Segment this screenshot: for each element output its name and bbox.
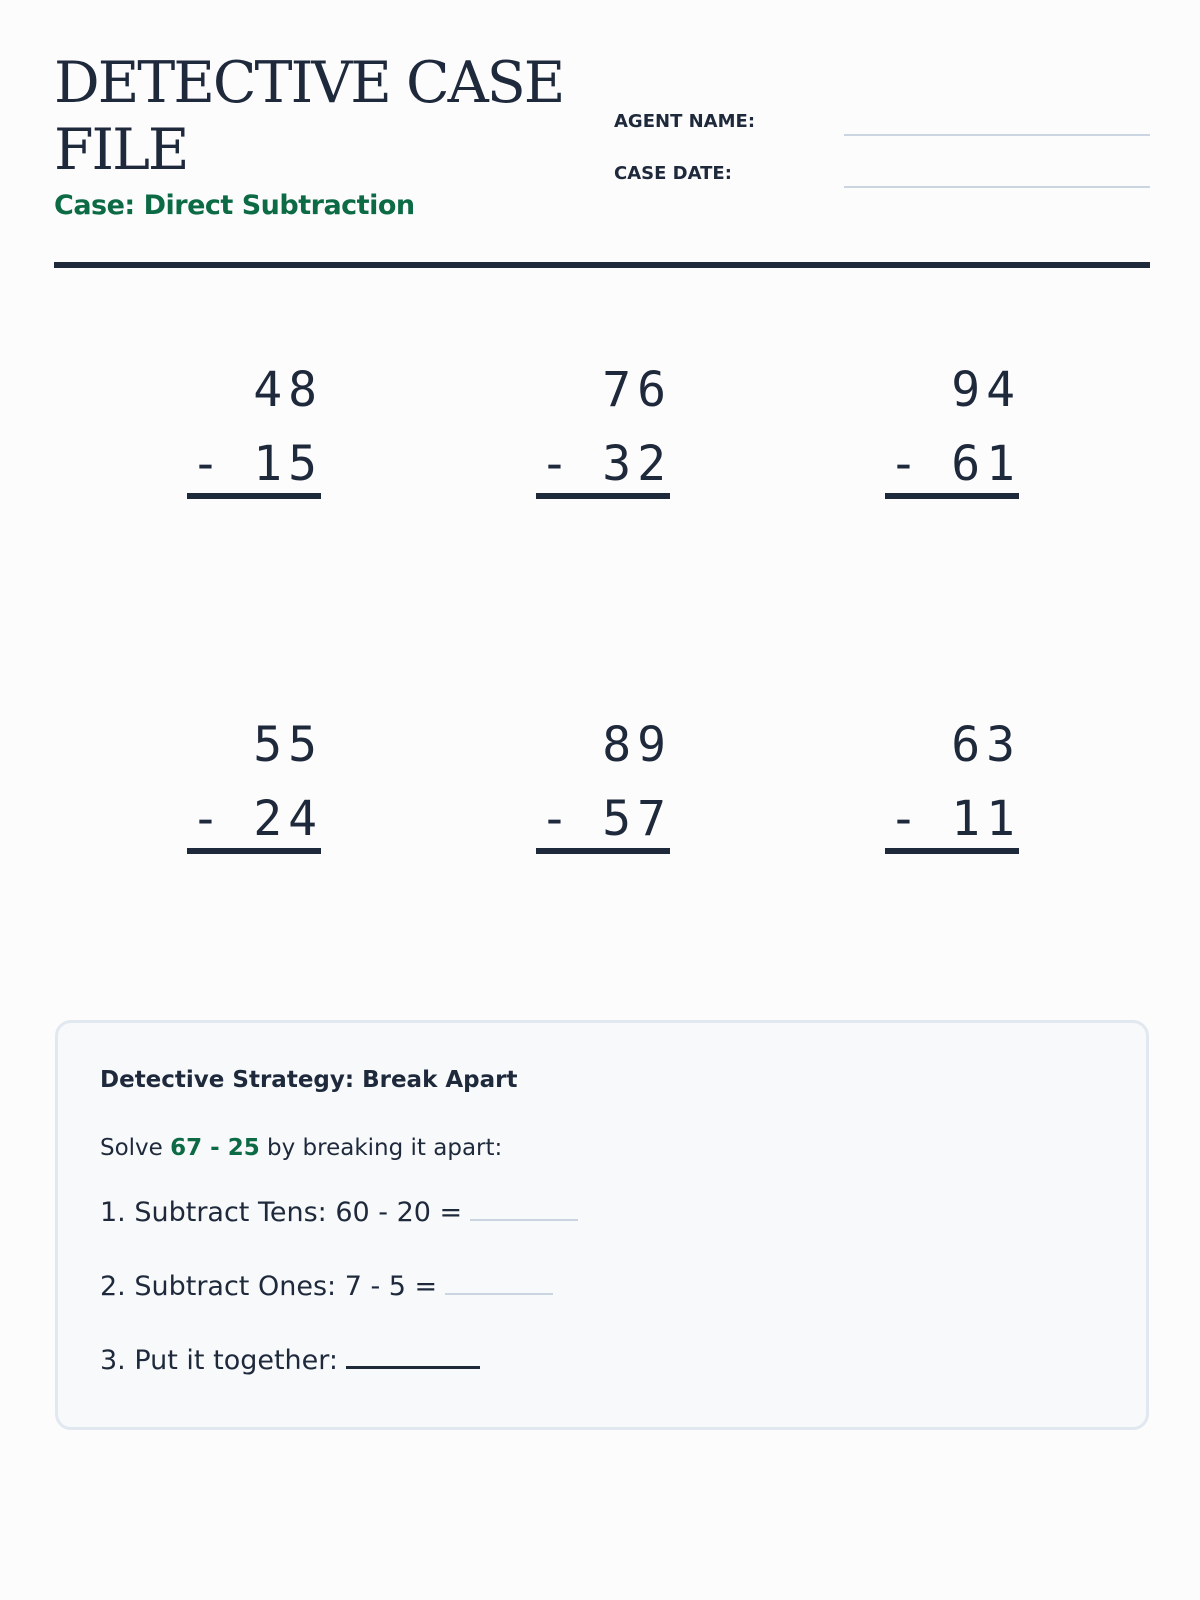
- minus-sign: -: [540, 791, 569, 847]
- subtrahend: 15: [253, 436, 323, 492]
- header-divider: [54, 262, 1150, 268]
- answer-line[interactable]: [885, 848, 1019, 854]
- intro-prefix: Solve: [100, 1135, 163, 1161]
- minuend: 63: [951, 717, 1021, 773]
- subtrahend: 11: [951, 791, 1021, 847]
- minuend: 76: [602, 362, 672, 418]
- step-text: 2. Subtract Ones: 7 - 5 =: [100, 1271, 438, 1302]
- subtrahend: 32: [602, 436, 672, 492]
- minuend: 94: [951, 362, 1021, 418]
- step-text: 3. Put it together:: [100, 1345, 338, 1376]
- minus-sign: -: [889, 436, 918, 492]
- intro-suffix: by breaking it apart:: [267, 1135, 503, 1161]
- answer-line[interactable]: [536, 848, 670, 854]
- minus-sign: -: [191, 791, 220, 847]
- step-1-answer-blank[interactable]: [470, 1219, 578, 1221]
- case-date-label: CASE DATE:: [614, 163, 732, 184]
- subtrahend: 57: [602, 791, 672, 847]
- subtrahend: 24: [253, 791, 323, 847]
- minus-sign: -: [540, 436, 569, 492]
- step-3-answer-blank[interactable]: [346, 1366, 480, 1369]
- page-title: DETECTIVE CASE FILE: [54, 50, 564, 183]
- case-file-header: [54, 50, 1150, 250]
- step-2-answer-blank[interactable]: [445, 1293, 553, 1295]
- answer-line[interactable]: [187, 493, 321, 499]
- strategy-box: [55, 1020, 1149, 1430]
- minuend: 89: [602, 717, 672, 773]
- subtrahend: 61: [951, 436, 1021, 492]
- strategy-title: Detective Strategy: Break Apart: [100, 1067, 518, 1093]
- strategy-step-2: [100, 1271, 553, 1302]
- answer-line[interactable]: [885, 493, 1019, 499]
- agent-name-label: AGENT NAME:: [614, 111, 756, 132]
- case-date-blank[interactable]: [844, 186, 1150, 188]
- strategy-intro: [100, 1135, 502, 1161]
- strategy-step-3: [100, 1345, 480, 1376]
- minuend: 48: [253, 362, 323, 418]
- agent-name-blank[interactable]: [844, 134, 1150, 136]
- agent-name-field: [614, 96, 1150, 136]
- minuend: 55: [253, 717, 323, 773]
- minus-sign: -: [191, 436, 220, 492]
- step-text: 1. Subtract Tens: 60 - 20 =: [100, 1197, 463, 1228]
- case-subtitle: Case: Direct Subtraction: [54, 190, 415, 221]
- minus-sign: -: [889, 791, 918, 847]
- answer-line[interactable]: [187, 848, 321, 854]
- strategy-step-1: [100, 1197, 578, 1228]
- case-date-field: [614, 148, 1150, 188]
- intro-expression: 67 - 25: [170, 1135, 260, 1161]
- answer-line[interactable]: [536, 493, 670, 499]
